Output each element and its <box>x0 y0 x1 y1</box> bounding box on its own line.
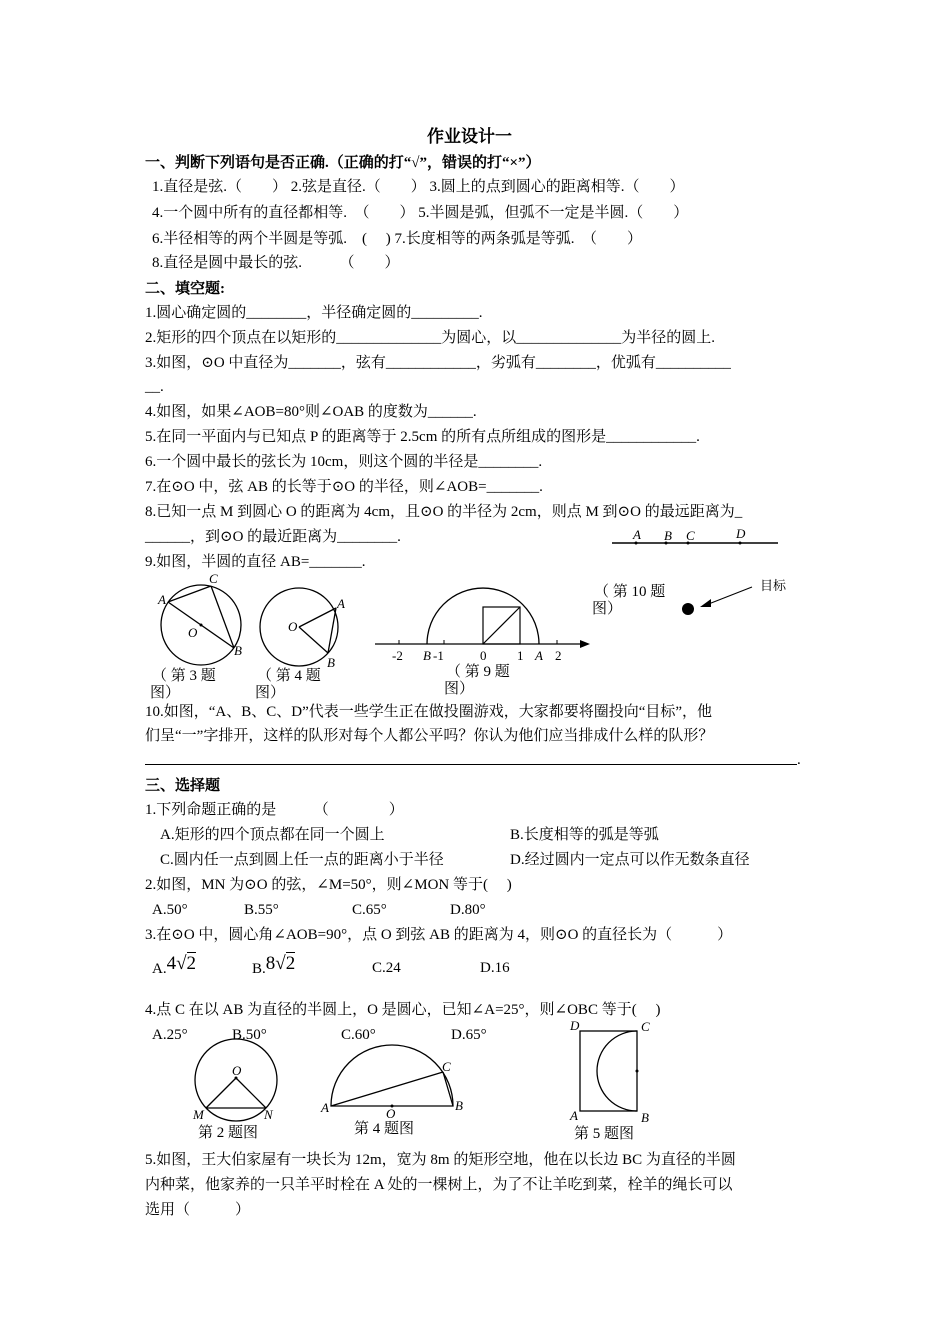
label-C-fig5: C <box>641 1019 650 1034</box>
choice-q4-C: C.60° <box>341 1027 376 1043</box>
fill-q4: 4.如图，如果∠AOB=80°则∠OAB 的度数为______. <box>145 404 477 420</box>
choice-q1-D: D.经过圆内一定点可以作无数条直径 <box>510 852 750 868</box>
label-B-q10: B <box>664 528 672 543</box>
label-D-fig5: D <box>570 1018 580 1033</box>
caption-q10-cont: 图） <box>592 601 623 617</box>
label-B-q4: B <box>327 655 335 670</box>
fill-q7: 7.在⊙O 中，弦 AB 的长等于⊙O 的半径，则∠AOB=_______. <box>145 479 543 495</box>
page-title: 作业设计一 <box>427 127 512 146</box>
choice-q4: 4.点 C 在以 AB 为直径的半圆上，O 是圆心，已知∠A=25°，则∠OBC 等于( ) <box>145 1002 661 1018</box>
choice-q1-B: B.长度相等的弧是等弧 <box>510 827 659 843</box>
choice-q2-B: B.55° <box>244 902 279 918</box>
choice-q3-B: B.8√2 <box>252 953 296 977</box>
label-O-q4: O <box>288 619 298 634</box>
caption-fig5: 第 5 题图 <box>574 1126 635 1142</box>
caption-q4-cont: 图） <box>255 685 286 701</box>
label-D-q10: D <box>736 526 746 541</box>
fill-q2: 2.矩形的四个顶点在以矩形的______________为圆心，以______________为半径的圆上. <box>145 330 716 346</box>
label-C-fig4: C <box>442 1059 451 1074</box>
sqrt-symbol: √ <box>176 953 187 974</box>
choice-q3-D: D.16 <box>480 960 510 976</box>
tick-neg2: -2 <box>392 648 403 663</box>
radicand: 2 <box>186 953 197 974</box>
label-B-q3: B <box>234 643 242 658</box>
fill-q6: 6.一个圆中最长的弦长为 10cm，则这个圆的半径是________. <box>145 454 543 470</box>
tick-two: 2 <box>555 648 562 663</box>
label-N-fig2: N <box>264 1107 273 1122</box>
choice-q3-A: A.4√2 <box>152 953 197 977</box>
sec1-line-1: 1.直径是弦.（ ） 2.弦是直径.（ ） 3.圆上的点到圆心的距离相等.（ ） <box>152 179 685 195</box>
fill-q9: 9.如图，半圆的直径 AB=_______. <box>145 554 366 570</box>
choice-q4-D: D.65° <box>451 1027 487 1043</box>
caption-q3: （ 第 3 题 <box>152 668 216 684</box>
figure-choice-q4 <box>331 1045 453 1108</box>
choice-q4-B: B.50° <box>232 1027 267 1043</box>
label-B-fig4: B <box>455 1098 463 1113</box>
choice-q2: 2.如图，MN 为⊙O 的弦，∠M=50°，则∠MON 等于( ) <box>145 877 512 893</box>
caption-q9: （ 第 9 题 <box>446 664 510 680</box>
tick-one: 1 <box>517 648 524 663</box>
label-C-q3: C <box>209 571 218 586</box>
fill-q5: 5.在同一平面内与已知点 P 的距离等于 2.5cm 的所有点所组成的图形是____________. <box>145 429 700 445</box>
sec1-line-3: 6.半径相等的两个半圆是等弧. ( ) 7.长度相等的两条弧是等弧. （ ） <box>152 231 642 247</box>
label-B-fig5: B <box>641 1110 649 1125</box>
caption-q3-cont: 图） <box>150 685 181 701</box>
fill-q10-cont: 们呈“一”字排开，这样的队形对每个人都公平吗？你认为他们应当排成什么样的队形？ <box>145 728 714 744</box>
label-A-fig4: A <box>321 1100 329 1115</box>
label-O-fig2: O <box>232 1063 242 1078</box>
caption-fig4: 第 4 题图 <box>354 1121 415 1137</box>
label-A-q9: A <box>535 648 543 663</box>
tick-zero: 0 <box>480 648 487 663</box>
label-A-q10: A <box>633 527 641 542</box>
tick-neg1: -1 <box>433 648 444 663</box>
choice-q2-C: C.65° <box>352 902 387 918</box>
choice-q5: 5.如图，王大伯家屋有一块长为 12m，宽为 8m 的矩形空地，他在以长边 BC 为直径的半圆 <box>145 1152 736 1168</box>
caption-fig2: 第 2 题图 <box>198 1125 259 1141</box>
choice-q1: 1.下列命题正确的是 （ ） <box>145 802 404 818</box>
choice-q3: 3.在⊙O 中，圆心角∠AOB=90°，点 O 到弦 AB 的距离为 4，则⊙O 的直径长为（ ） <box>145 927 733 943</box>
label-M-fig2: M <box>193 1107 204 1122</box>
choice-q1-A: A.矩形的四个顶点都在同一个圆上 <box>160 827 385 843</box>
label-O-q3: O <box>188 625 198 640</box>
choice-q4-A: A.25° <box>152 1027 188 1043</box>
sec1-line-2: 4.一个圆中所有的直径都相等. （ ） 5.半圆是弧，但弧不一定是半圆.（ ） <box>152 205 689 221</box>
sec1-line-4: 8.直径是圆中最长的弦. （ ） <box>152 255 400 271</box>
sqrt-symbol: √ <box>275 953 286 974</box>
caption-q4: （ 第 4 题 <box>257 668 321 684</box>
fill-q1: 1.圆心确定圆的________，半径确定圆的_________. <box>145 305 483 321</box>
coef-4: 4 <box>166 953 177 974</box>
label-A-q3: A <box>158 592 166 607</box>
fill-q8-cont: ______，到⊙O 的最近距离为________. <box>145 529 401 545</box>
fill-q8: 8.已知一点 M 到圆心 O 的距离为 4cm，且⊙O 的半径为 2cm，则点 M 到⊙O 的最远距离为_ <box>145 504 743 520</box>
label-target: 目标 <box>760 578 787 593</box>
section1-heading: 一、判断下列语句是否正确.（正确的打“√”，错误的打“×”） <box>145 155 541 171</box>
choice-q2-D: D.80° <box>450 902 486 918</box>
coef-8: 8 <box>265 953 276 974</box>
choice-q5-cont1: 内种菜，他家养的一只羊平时栓在 A 处的一棵树上，为了不让羊吃到菜，栓羊的绳长可以 <box>145 1177 733 1193</box>
caption-q9-cont: 图） <box>444 681 475 697</box>
fill-q3: 3.如图，⊙O 中直径为_______，弦有____________，劣弧有________，优弧有__________ <box>145 355 731 371</box>
choice-q5-cont2: 选用（ ） <box>145 1202 251 1218</box>
label-A-q4: A <box>337 596 345 611</box>
choice-q2-A: A.50° <box>152 902 188 918</box>
caption-q10: （ 第 10 题 <box>594 584 666 600</box>
figure-choice-q5 <box>580 1031 639 1111</box>
choice-q1-C: C.圆内任一点到圆上任一点的距离小于半径 <box>160 852 444 868</box>
label-A-fig5: A <box>570 1108 578 1123</box>
section3-heading: 三、选择题 <box>145 778 221 794</box>
label-O-fig4: O <box>386 1106 396 1121</box>
label-B-q9: B <box>423 648 431 663</box>
section2-heading: 二、填空题: <box>145 281 225 297</box>
fill-q10: 10.如图，“A、B、C、D”代表一些学生正在做投圈游戏，大家都要将圈投向“目标”，他 <box>145 704 713 720</box>
label-C-q10: C <box>686 528 695 543</box>
fill-q3-cont: __. <box>145 379 164 395</box>
choice-q3-C: C.24 <box>372 960 401 976</box>
radicand: 2 <box>285 953 296 974</box>
